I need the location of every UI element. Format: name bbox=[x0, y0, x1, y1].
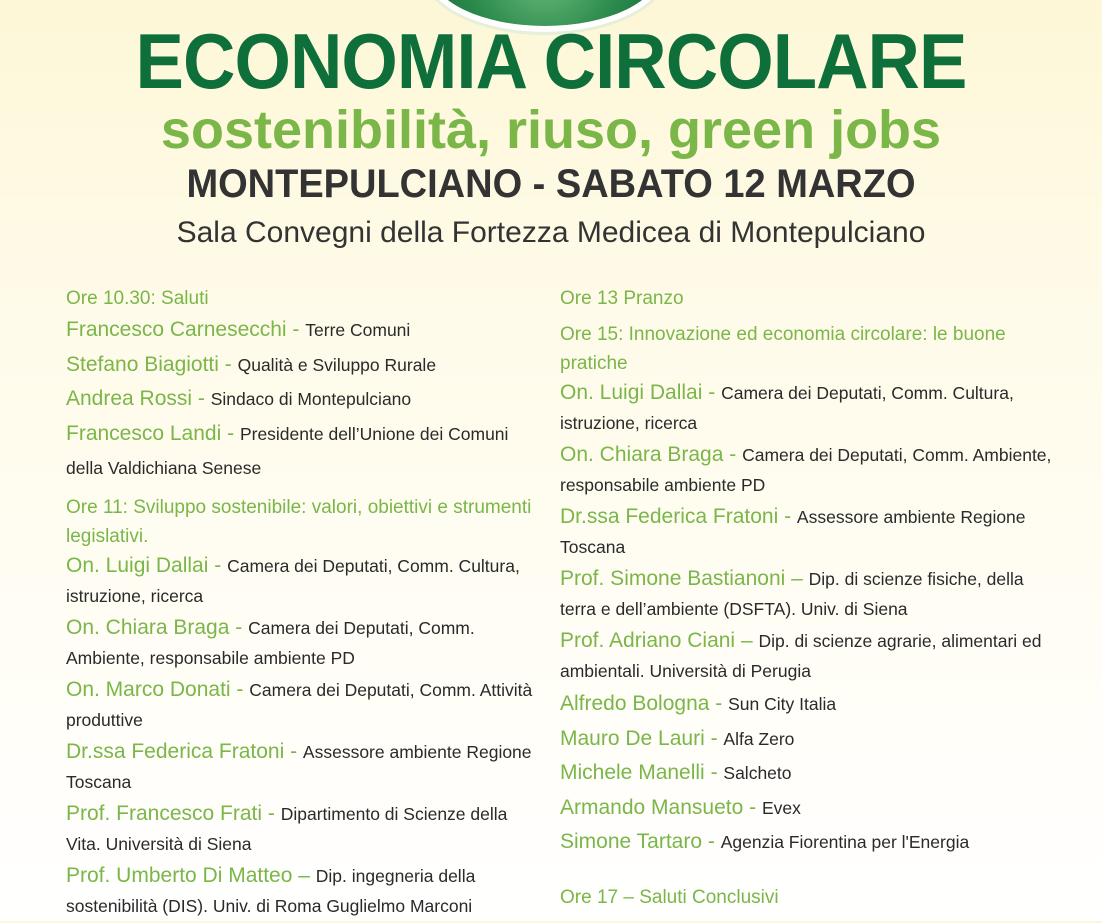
speaker-role: Evex bbox=[761, 797, 801, 818]
speaker-role: Agenzia Fiorentina per l'Energia bbox=[720, 832, 970, 852]
speaker-separator: – bbox=[785, 567, 809, 590]
speaker-role: Camera dei Deputati, Comm. Attività produttive bbox=[66, 679, 533, 730]
speaker-entry bbox=[66, 737, 546, 799]
speaker-role: Sun City Italia bbox=[728, 694, 837, 714]
speaker-separator: - bbox=[221, 421, 240, 445]
section-heading: Ore 11: Sviluppo sostenibile: valori, obiettivi e strumenti legislativi. bbox=[66, 496, 532, 547]
speaker-entry bbox=[560, 757, 1060, 792]
speaker-name: Prof. Adriano Ciani bbox=[560, 629, 736, 652]
speaker-separator: - bbox=[192, 387, 211, 410]
speaker-entry bbox=[66, 861, 546, 923]
speaker-separator: - bbox=[284, 739, 303, 763]
speaker-role: Terre Comuni bbox=[305, 320, 411, 340]
speaker-entry bbox=[66, 383, 546, 418]
speaker-separator: - bbox=[704, 726, 724, 750]
program-left-column bbox=[66, 284, 546, 923]
speaker-separator: - bbox=[743, 795, 762, 819]
speaker-role: Dip. ingegneria della sostenibilità (DIS). Univ. di Roma Guglielmo Marconi bbox=[66, 865, 476, 916]
speaker-role: Alfa Zero bbox=[723, 728, 795, 749]
venue: Sala Convegni della Fortezza Medicea di Montepulciano bbox=[176, 216, 926, 249]
speaker-role: Assessore ambiente Regione Toscana bbox=[560, 507, 1026, 557]
speaker-name: Mauro De Lauri bbox=[560, 726, 705, 750]
speaker-name: Dr.ssa Federica Fratoni bbox=[66, 739, 285, 763]
speaker-entry bbox=[560, 688, 1060, 723]
speaker-name: On. Luigi Dallai bbox=[66, 553, 209, 577]
speaker-entry bbox=[66, 799, 546, 861]
speaker-entry bbox=[560, 440, 1060, 502]
speaker-separator: - bbox=[702, 381, 722, 404]
speaker-separator: - bbox=[218, 352, 238, 376]
speaker-role: Camera dei Deputati, Comm. Cultura, istruzione, ricerca bbox=[560, 383, 1014, 433]
speaker-entry bbox=[560, 564, 1060, 626]
speaker-name: Prof. Simone Bastianoni bbox=[560, 567, 786, 590]
speaker-entry bbox=[66, 613, 546, 675]
speaker-separator: - bbox=[704, 761, 724, 784]
section-heading: Ore 17 – Saluti Conclusivi bbox=[560, 886, 779, 908]
speaker-name: Andrea Rossi bbox=[66, 387, 193, 410]
speaker-role: Qualità e Sviluppo Rurale bbox=[237, 354, 437, 375]
speaker-entry bbox=[66, 418, 546, 487]
speaker-name: Alfredo Bologna bbox=[560, 692, 710, 715]
speaker-name: Francesco Landi bbox=[66, 421, 222, 445]
speaker-entry bbox=[66, 675, 546, 737]
speaker-separator: - bbox=[778, 505, 797, 528]
speaker-name: Francesco Carnesecchi bbox=[66, 318, 287, 341]
section-heading: Ore 15: Innovazione ed economia circolare: le buone pratiche bbox=[560, 324, 1006, 374]
speaker-entry bbox=[66, 314, 546, 349]
speaker-name: Armando Mansueto bbox=[560, 795, 744, 819]
speaker-entry bbox=[66, 349, 546, 384]
speaker-role: Camera dei Deputati, Comm. Cultura, istruzione, ricerca bbox=[66, 555, 520, 606]
speaker-name: On. Chiara Braga bbox=[66, 615, 230, 639]
section-heading: Ore 13 Pranzo bbox=[560, 288, 684, 309]
speaker-role: Dipartimento di Scienze della Vita. Università di Siena bbox=[66, 803, 508, 854]
speaker-entry bbox=[560, 826, 1060, 861]
speaker-role: Sindaco di Montepulciano bbox=[210, 389, 412, 409]
speaker-separator: – bbox=[292, 863, 316, 887]
speaker-separator: - bbox=[262, 801, 281, 825]
speaker-name: Dr.ssa Federica Fratoni bbox=[560, 505, 779, 528]
speaker-role: Salcheto bbox=[723, 763, 792, 783]
speaker-name: Prof. Umberto Di Matteo bbox=[66, 863, 293, 887]
speaker-separator: – bbox=[735, 629, 759, 652]
speaker-name: Stefano Biagiotti bbox=[66, 352, 219, 376]
speaker-name: On. Marco Donati bbox=[66, 677, 231, 701]
speaker-separator: - bbox=[702, 830, 721, 853]
speaker-separator: - bbox=[229, 615, 249, 639]
speaker-role: Assessore ambiente Regione Toscana bbox=[66, 741, 532, 792]
poster-subtitle: sostenibilità, riuso, green jobs bbox=[160, 100, 942, 160]
speaker-separator: - bbox=[709, 692, 729, 715]
speaker-separator: - bbox=[286, 318, 306, 341]
speaker-role: Presidente dell’Unione dei Comuni della Valdichiana Senese bbox=[66, 423, 509, 478]
speaker-entry bbox=[560, 502, 1060, 564]
location-date: MONTEPULCIANO - SABATO 12 MARZO bbox=[186, 162, 916, 206]
speaker-role: Dip. di scienze agrarie, alimentari ed ambientali. Università di Perugia bbox=[560, 631, 1042, 681]
speaker-separator: - bbox=[208, 553, 228, 577]
speaker-separator: - bbox=[723, 443, 743, 466]
speaker-name: Prof. Francesco Frati bbox=[66, 801, 263, 825]
program-right-column bbox=[560, 284, 1060, 913]
speaker-name: On. Chiara Braga bbox=[560, 443, 724, 466]
speaker-entry bbox=[560, 626, 1060, 688]
speaker-role: Dip. di scienze fisiche, della terra e dell’ambiente (DSFTA). Univ. di Siena bbox=[560, 569, 1024, 619]
speaker-role: Camera dei Deputati, Comm. Ambiente, responsabile ambiente PD bbox=[66, 617, 475, 668]
speaker-name: Michele Manelli bbox=[560, 761, 705, 784]
speaker-role: Camera dei Deputati, Comm. Ambiente, responsabile ambiente PD bbox=[560, 445, 1052, 495]
speaker-name: Simone Tartaro bbox=[560, 830, 703, 853]
speaker-name: On. Luigi Dallai bbox=[560, 381, 703, 404]
speaker-separator: - bbox=[230, 677, 250, 701]
poster-title: ECONOMIA CIRCOLARE bbox=[135, 17, 967, 105]
speaker-entry bbox=[560, 723, 1060, 758]
section-heading: Ore 10.30: Saluti bbox=[66, 288, 209, 309]
speaker-entry bbox=[560, 378, 1060, 440]
speaker-entry bbox=[66, 551, 546, 613]
speaker-entry bbox=[560, 792, 1060, 827]
